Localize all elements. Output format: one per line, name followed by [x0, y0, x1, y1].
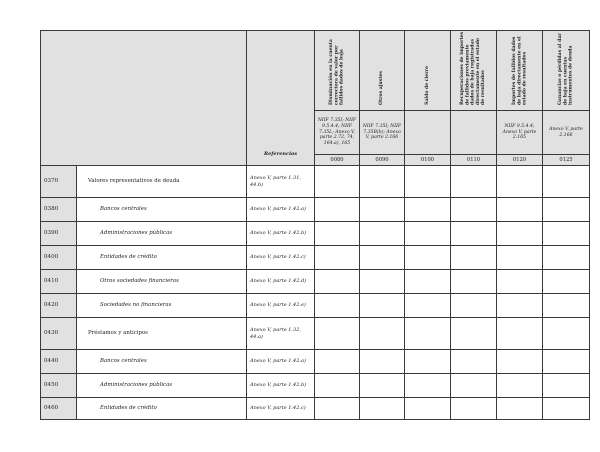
value-cell-0090[interactable]	[360, 294, 405, 318]
value-cell-0110[interactable]	[451, 374, 497, 398]
col-header-0110	[451, 31, 497, 111]
value-cell-0125[interactable]	[543, 294, 590, 318]
row-code: 0450	[41, 374, 77, 398]
table-row	[41, 294, 590, 318]
value-cell-0080[interactable]	[315, 198, 360, 222]
col-header-0100	[405, 31, 451, 111]
value-cell-0125[interactable]	[543, 374, 590, 398]
value-cell-0110[interactable]	[451, 222, 497, 246]
col-header-0090	[360, 31, 405, 111]
table-row	[41, 398, 590, 420]
row-code: 0460	[41, 398, 77, 420]
row-code: 0400	[41, 246, 77, 270]
value-cell-0090[interactable]	[360, 318, 405, 350]
col-source-0125: Anexo V, parte 2.166	[543, 111, 590, 155]
col-title-0120: Importes de fallidos dados de baja directamente en el estado de resultados	[511, 36, 528, 105]
value-cell-0110[interactable]	[451, 270, 497, 294]
table-row	[41, 166, 590, 198]
row-label: Valores representativos de deuda	[77, 166, 247, 198]
row-reference: Anexo V, parte 1.42.b)	[247, 374, 315, 398]
row-code: 0440	[41, 350, 77, 374]
header-blank-cell	[41, 31, 247, 166]
row-reference: Anexo V, parte 1.31, 44.b)	[247, 166, 315, 198]
value-cell-0125[interactable]	[543, 350, 590, 374]
row-code: 0380	[41, 198, 77, 222]
row-code: 0370	[41, 166, 77, 198]
value-cell-0125[interactable]	[543, 246, 590, 270]
row-label: Otras sociedades financieras	[77, 270, 247, 294]
col-code-0125: 0125	[543, 155, 590, 166]
value-cell-0120[interactable]	[497, 166, 543, 198]
row-label: Administraciones públicas	[77, 374, 247, 398]
row-code: 0390	[41, 222, 77, 246]
value-cell-0090[interactable]	[360, 166, 405, 198]
header-title-row	[41, 31, 590, 111]
value-cell-0120[interactable]	[497, 198, 543, 222]
value-cell-0110[interactable]	[451, 166, 497, 198]
value-cell-0125[interactable]	[543, 318, 590, 350]
row-label: Bancos centrales	[77, 198, 247, 222]
col-title-0100: Saldo de cierre	[424, 66, 430, 105]
value-cell-0080[interactable]	[315, 398, 360, 420]
value-cell-0100[interactable]	[405, 294, 451, 318]
value-cell-0110[interactable]	[451, 318, 497, 350]
col-header-0120	[497, 31, 543, 111]
value-cell-0090[interactable]	[360, 350, 405, 374]
row-reference: Anexo V, parte 1.42.a)	[247, 350, 315, 374]
col-title-0080: Disminución en la cuenta correctora de valor por fallidos dados de baja	[329, 39, 345, 105]
row-reference: Anexo V, parte 1.42.d)	[247, 270, 315, 294]
value-cell-0125[interactable]	[543, 270, 590, 294]
col-source-0090: NIIF 7.35I; NIIF 7.35B(b); Anexo V, parte 2.166	[360, 111, 405, 155]
value-cell-0090[interactable]	[360, 198, 405, 222]
value-cell-0090[interactable]	[360, 374, 405, 398]
row-code: 0430	[41, 318, 77, 350]
value-cell-0125[interactable]	[543, 166, 590, 198]
col-header-0125	[543, 31, 590, 111]
col-title-0110: Recuperaciones de importes de fallidos previamente dados de baja registradas directamente en el estado de resultados	[460, 31, 487, 105]
value-cell-0120[interactable]	[497, 374, 543, 398]
value-cell-0125[interactable]	[543, 198, 590, 222]
row-code: 0420	[41, 294, 77, 318]
table-row	[41, 374, 590, 398]
row-label: Entidades de crédito	[77, 246, 247, 270]
value-cell-0100[interactable]	[405, 222, 451, 246]
value-cell-0080[interactable]	[315, 166, 360, 198]
value-cell-0100[interactable]	[405, 350, 451, 374]
row-label: Sociedades no financieras	[77, 294, 247, 318]
row-reference: Anexo V, parte 1.42.c)	[247, 398, 315, 420]
col-source-0080: NIIF 7.35I; NIIF 9.5.4.4; NIIF 7.35L; Anexo V, parte 2.72, 74, 164.a), 165	[315, 111, 360, 155]
table-row	[41, 198, 590, 222]
col-title-0090: Otros ajustes	[379, 71, 385, 105]
col-header-0080	[315, 31, 360, 111]
row-reference: Anexo V, parte 1.42.a)	[247, 198, 315, 222]
value-cell-0090[interactable]	[360, 398, 405, 420]
value-cell-0110[interactable]	[451, 294, 497, 318]
value-cell-0120[interactable]	[497, 222, 543, 246]
value-cell-0080[interactable]	[315, 222, 360, 246]
value-cell-0100[interactable]	[405, 246, 451, 270]
col-code-0120: 0120	[497, 155, 543, 166]
table-row	[41, 350, 590, 374]
row-label: Préstamos y anticipos	[77, 318, 247, 350]
value-cell-0100[interactable]	[405, 166, 451, 198]
row-code: 0410	[41, 270, 77, 294]
value-cell-0080[interactable]	[315, 270, 360, 294]
row-reference: Anexo V, parte 1.32, 44.a)	[247, 318, 315, 350]
col-source-0100	[405, 111, 451, 155]
row-reference: Anexo V, parte 1.42.c)	[247, 246, 315, 270]
value-cell-0100[interactable]	[405, 270, 451, 294]
value-cell-0120[interactable]	[497, 398, 543, 420]
references-header: Referencias	[247, 31, 315, 166]
value-cell-0125[interactable]	[543, 398, 590, 420]
value-cell-0100[interactable]	[405, 318, 451, 350]
value-cell-0100[interactable]	[405, 398, 451, 420]
col-code-0100: 0100	[405, 155, 451, 166]
row-label: Entidades de crédito	[77, 398, 247, 420]
value-cell-0110[interactable]	[451, 398, 497, 420]
col-code-0090: 0090	[360, 155, 405, 166]
table-row	[41, 222, 590, 246]
value-cell-0125[interactable]	[543, 222, 590, 246]
value-cell-0120[interactable]	[497, 318, 543, 350]
report-grid	[40, 30, 590, 420]
table-row	[41, 318, 590, 350]
value-cell-0090[interactable]	[360, 246, 405, 270]
value-cell-0120[interactable]	[497, 294, 543, 318]
value-cell-0120[interactable]	[497, 246, 543, 270]
value-cell-0080[interactable]	[315, 294, 360, 318]
table-row	[41, 270, 590, 294]
value-cell-0080[interactable]	[315, 318, 360, 350]
col-code-0110: 0110	[451, 155, 497, 166]
value-cell-0100[interactable]	[405, 374, 451, 398]
row-label: Administraciones públicas	[77, 222, 247, 246]
value-cell-0110[interactable]	[451, 198, 497, 222]
regulatory-report-table	[40, 30, 589, 420]
row-reference: Anexo V, parte 1.42.e)	[247, 294, 315, 318]
col-source-0120: NIIF 9.5.4.4; Anexo V, parte 2.165	[497, 111, 543, 155]
value-cell-0090[interactable]	[360, 222, 405, 246]
row-label: Bancos centrales	[77, 350, 247, 374]
value-cell-0120[interactable]	[497, 270, 543, 294]
value-cell-0080[interactable]	[315, 374, 360, 398]
value-cell-0080[interactable]	[315, 246, 360, 270]
table-row	[41, 246, 590, 270]
value-cell-0110[interactable]	[451, 350, 497, 374]
col-title-0125: Ganancias o pérdidas al dar de baja en cuentas instrumentos de deuda	[558, 33, 574, 105]
value-cell-0080[interactable]	[315, 350, 360, 374]
col-source-0110	[451, 111, 497, 155]
col-code-0080: 0080	[315, 155, 360, 166]
value-cell-0100[interactable]	[405, 198, 451, 222]
value-cell-0090[interactable]	[360, 270, 405, 294]
value-cell-0120[interactable]	[497, 350, 543, 374]
value-cell-0110[interactable]	[451, 246, 497, 270]
row-reference: Anexo V, parte 1.42.b)	[247, 222, 315, 246]
